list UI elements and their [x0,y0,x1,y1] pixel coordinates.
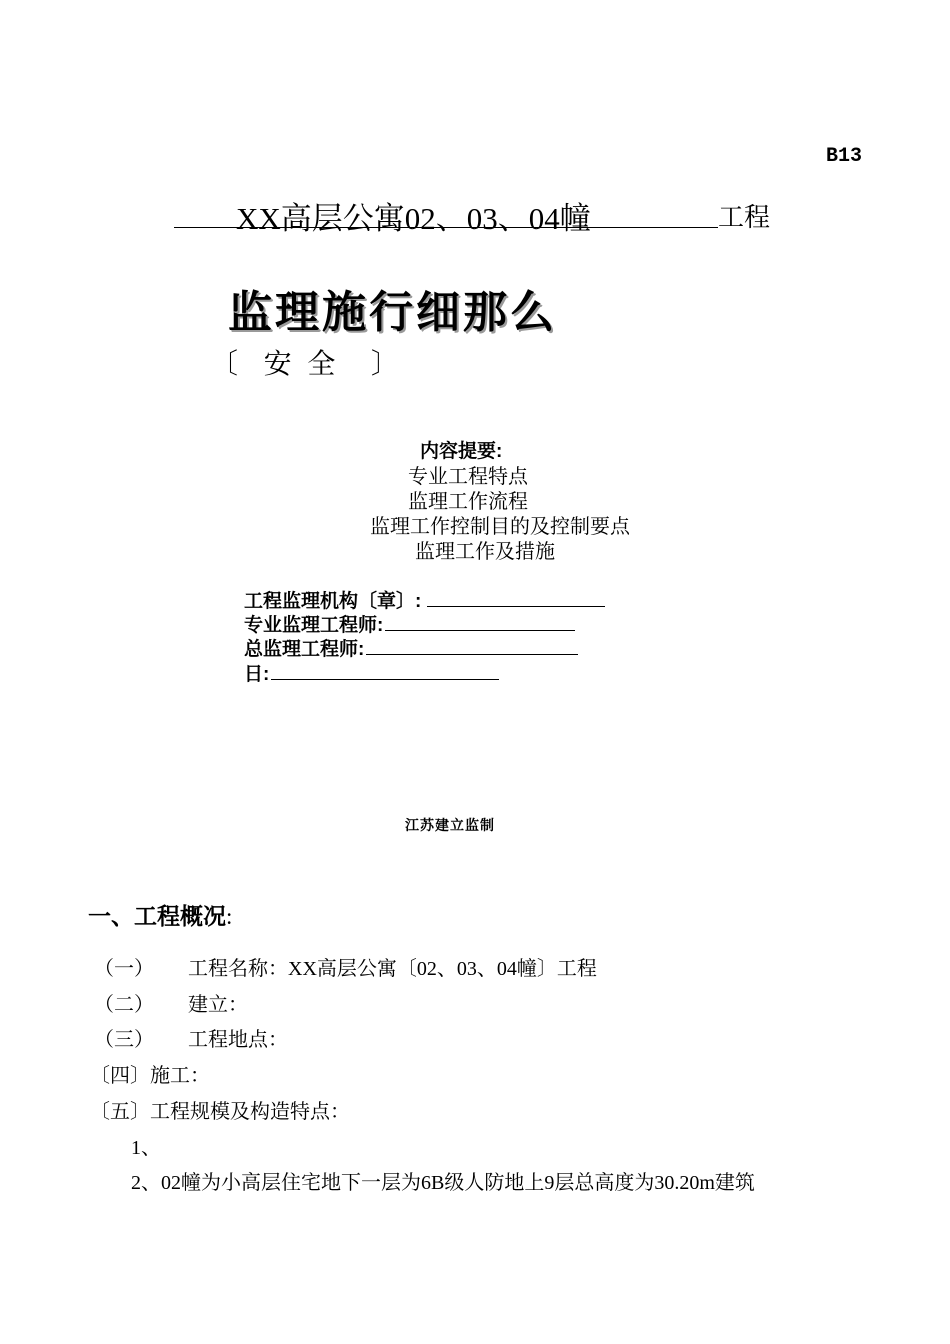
section-heading-colon: : [226,904,233,929]
project-name-suffix: 工程 [718,203,771,232]
signature-row-specialist [244,610,575,637]
overview-item-number: 1、 [131,1137,161,1159]
overview-item [94,988,248,1017]
signature-blank [385,614,575,631]
overview-item-number: （二） [94,994,154,1016]
overview-item-text: 施工： [150,1065,210,1087]
subtitle-open-bracket: 〔 [210,348,239,379]
overview-item-number: 2、 [131,1172,161,1194]
summary-item: 专业工程特点 [408,466,528,488]
summary-heading: 内容提要: [420,441,503,462]
overview-item [90,1059,210,1088]
signature-row-chief [244,634,578,661]
document-subtitle [210,342,399,382]
signature-row-agency [244,586,605,613]
overview-item [94,952,597,981]
overview-item [94,1023,288,1052]
summary-item: 监理工作流程 [408,491,528,513]
signature-label: 总监理工程师: [244,639,365,660]
signature-label: 日: [244,664,270,685]
subtitle-text: 安 全 [263,348,340,379]
signature-blank [271,663,499,680]
overview-item-text: 工程规模及构造特点： [150,1101,350,1123]
section-heading-text: 一、工程概况 [88,903,226,929]
signature-blank [366,638,578,655]
signature-label: 专业监理工程师: [244,615,384,636]
overview-subitem [131,1131,161,1160]
overview-item [90,1095,350,1124]
overview-item-text: 工程名称：XX高层公寓〔02、03、04幢〕工程 [188,958,597,980]
overview-item-number: （三） [94,1029,154,1051]
project-name: XX高层公寓02、03、04幢 [236,201,591,236]
signature-row-date [244,659,499,686]
subtitle-close-bracket: 〕 [370,348,399,379]
overview-item-text: 建立： [188,994,248,1016]
overview-item-number: （一） [94,958,154,980]
document-code: B13 [826,145,863,168]
overview-item-text: 02幢为小高层住宅地下一层为6B级人防地上9层总高度为30.20m建筑 [161,1172,755,1194]
signature-label: 工程监理机构〔章〕: [244,591,422,612]
overview-subitem [131,1166,755,1195]
document-title: 监理施行细那么 [228,288,557,337]
overview-item-number: 〔四〕 [90,1065,150,1087]
company-name: 江苏建立监制 [405,817,495,833]
summary-item: 监理工作及措施 [415,541,555,563]
signature-blank [427,590,605,607]
summary-item: 监理工作控制目的及控制要点 [370,516,630,538]
overview-item-text: 工程地点： [188,1029,288,1051]
overview-item-number: 〔五〕 [90,1101,150,1123]
section-heading [88,898,232,931]
